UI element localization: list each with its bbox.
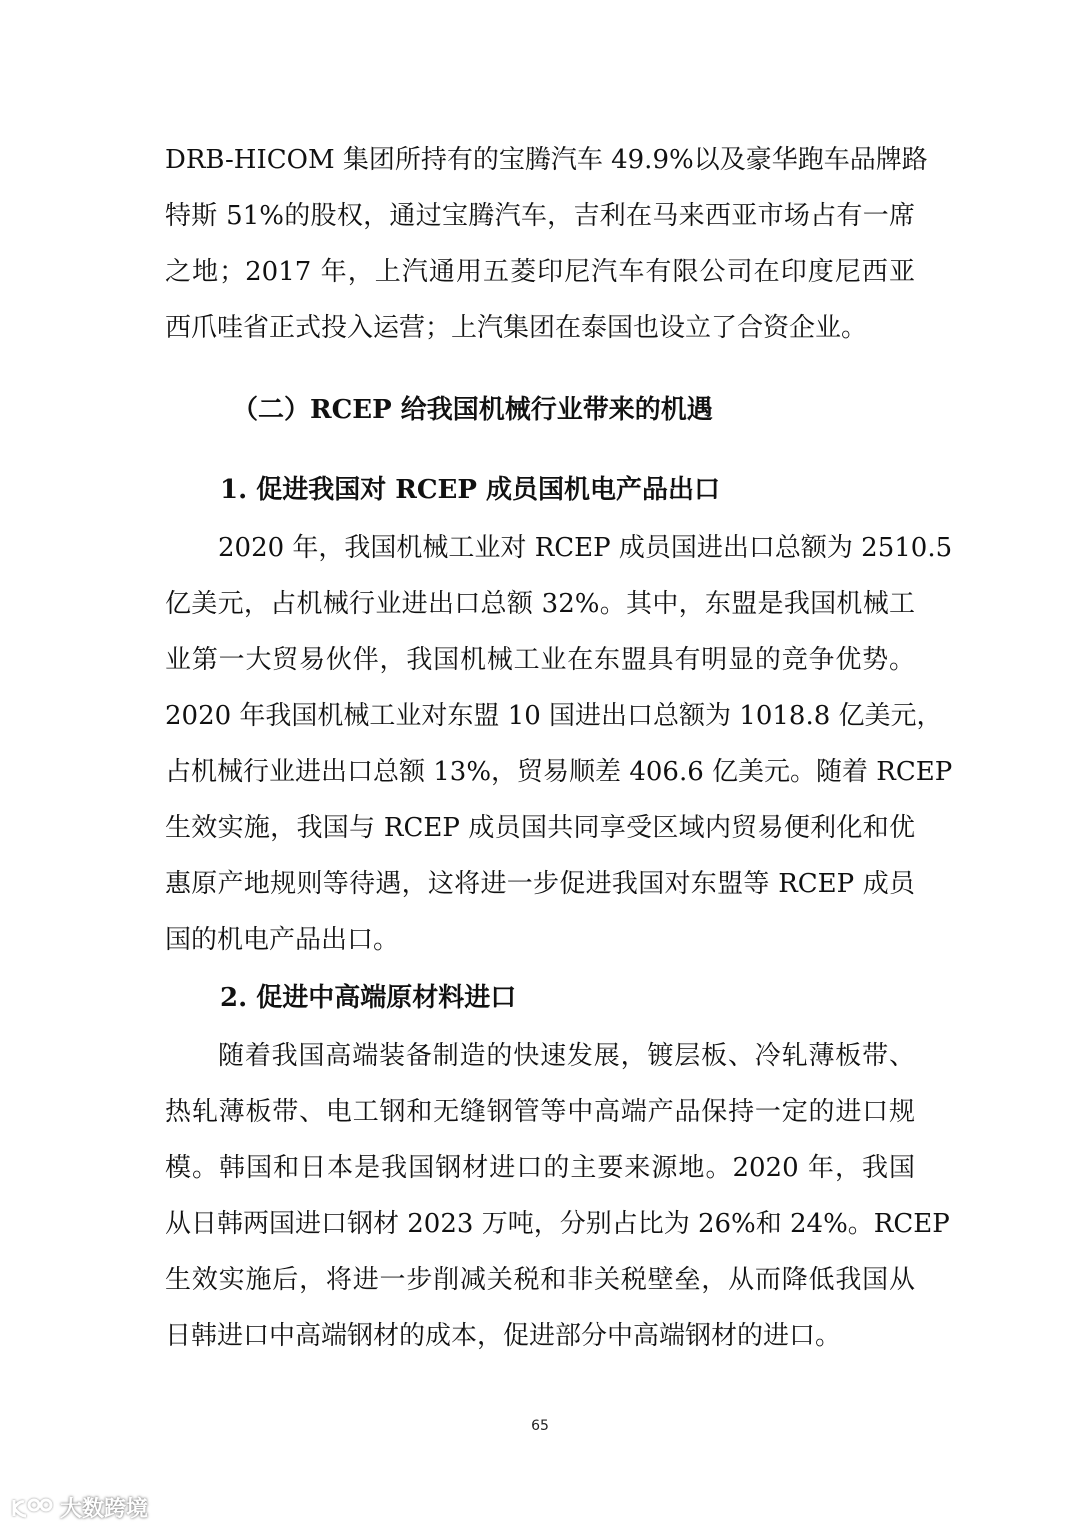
text-line: 亿美元，占机械行业进出口总额 32%。其中，东盟是我国机械工 bbox=[165, 589, 915, 619]
watermark bbox=[10, 1492, 148, 1523]
text-line: 生效实施，我国与 RCEP 成员国共同享受区域内贸易便利化和优 bbox=[165, 813, 915, 843]
text-line: 2020 年我国机械工业对东盟 10 国进出口总额为 1018.8 亿美元， bbox=[165, 701, 943, 731]
watermark-logo-icon bbox=[10, 1496, 54, 1520]
text-line: 2020 年，我国机械工业对 RCEP 成员国进出口总额为 2510.5 bbox=[218, 533, 953, 563]
text-line: 惠原产地规则等待遇，这将进一步促进我国对东盟等 RCEP 成员 bbox=[165, 869, 915, 899]
text-line: 从日韩两国进口钢材 2023 万吨，分别占比为 26%和 24%。RCEP bbox=[165, 1209, 950, 1239]
section-heading: （二）RCEP 给我国机械行业带来的机遇 bbox=[232, 395, 713, 425]
text-line: 模。韩国和日本是我国钢材进口的主要来源地。2020 年，我国 bbox=[165, 1153, 915, 1183]
text-line: 国的机电产品出口。 bbox=[165, 925, 400, 955]
watermark-text: 大数跨境 bbox=[60, 1497, 149, 1522]
text-line: 日韩进口中高端钢材的成本，促进部分中高端钢材的进口。 bbox=[165, 1321, 842, 1351]
text-line: 西爪哇省正式投入运营；上汽集团在泰国也设立了合资企业。 bbox=[165, 313, 868, 343]
text-line: 业第一大贸易伙伴，我国机械工业在东盟具有明显的竞争优势。 bbox=[165, 645, 915, 675]
text-line: 占机械行业进出口总额 13%，贸易顺差 406.6 亿美元。随着 RCEP bbox=[165, 757, 953, 787]
text-line: 热轧薄板带、电工钢和无缝钢管等中高端产品保持一定的进口规 bbox=[165, 1097, 915, 1127]
subsection-heading-1: 1. 促进我国对 RCEP 成员国机电产品出口 bbox=[220, 475, 720, 505]
subsection-heading-2: 2. 促进中高端原材料进口 bbox=[220, 983, 517, 1013]
text-line: 之地；2017 年，上汽通用五菱印尼汽车有限公司在印度尼西亚 bbox=[165, 257, 915, 287]
page-number: 65 bbox=[531, 1418, 549, 1434]
text-line: 生效实施后，将进一步削减关税和非关税壁垒，从而降低我国从 bbox=[165, 1265, 915, 1295]
text-line: DRB-HICOM 集团所持有的宝腾汽车 49.9%以及豪华跑车品牌路 bbox=[165, 145, 928, 175]
text-line: 特斯 51%的股权，通过宝腾汽车，吉利在马来西亚市场占有一席 bbox=[165, 201, 915, 231]
text-line: 随着我国高端装备制造的快速发展，镀层板、冷轧薄板带、 bbox=[218, 1041, 915, 1071]
